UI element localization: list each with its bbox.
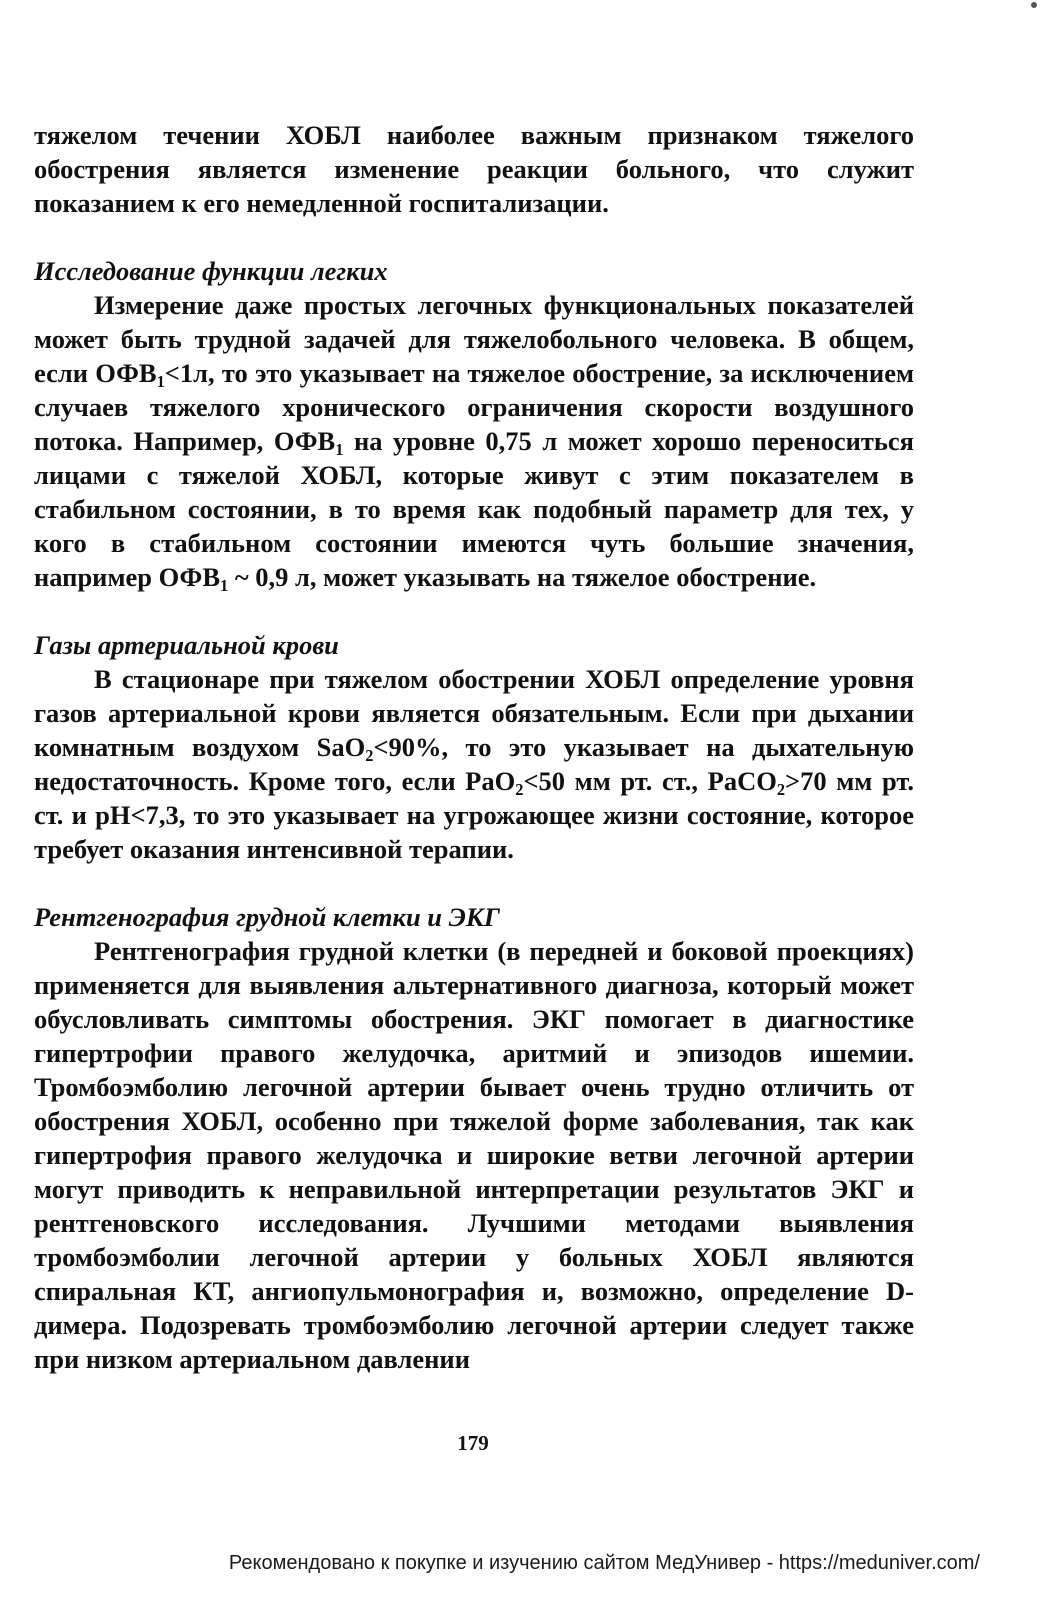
footer-watermark: Рекомендовано к покупке и изучению сайтом МедУнивер - https://meduniver.com/ bbox=[228, 1552, 980, 1574]
text-run: <1л, то это указывает на тяжелое обострение, за исключением случаев тяжелого хронического ограничения скорости воздушного потока. Например, ОФВ bbox=[34, 358, 915, 456]
heading-lung-function: Исследование функции легких bbox=[34, 256, 388, 286]
intro-paragraph: тяжелом течении ХОБЛ наиболее важным признаком тяжелого обострения является изменение реакции больного, что служит показанием к его немедленной госпитализации. bbox=[34, 120, 914, 218]
scan-artifact bbox=[1031, 2, 1037, 8]
text-run: >70 мм рт. ст. и pH<7,3, то это указывает на угрожающее жизни состояние, которое требует оказания интенсивной терапии. bbox=[34, 766, 914, 864]
subscript: 1 bbox=[335, 440, 344, 460]
page-number: 179 bbox=[457, 1431, 489, 1455]
text-run: В стационаре при тяжелом обострении ХОБЛ определение уровня газов артериальной крови является обязательным. Если при дыхании комнатным воздухом SaO bbox=[34, 664, 914, 762]
text-run: <50 мм рт. ст., PaCO bbox=[523, 766, 777, 796]
paragraph-xray-ecg: Рентгенография грудной клетки (в передней и боковой проекциях) применяется для выявления альтернативного диагноза, который может обусловливать симптомы обострения. ЭКГ помогает в диагностике гипертрофии правого желудочка, аритмий и эпизодов ишемии. Тромбоэмболию легочной артерии бывает очень трудно отличить от обострения ХОБЛ, особенно при тяжелой форме заболевания, так как гипертрофия правого желудочка и широкие ветви легочной артерии могут приводить к неправильной интерпретации результатов ЭКГ и рентгеновского исследования. Лучшими методами выявления тромбоэмболии легочной артерии у больных ХОБЛ являются спиральная КТ, ангиопульмонография и, возможно, определение D-димера. Подозревать тромбоэмболию легочной артерии следует также при низком артериальном давлении bbox=[34, 936, 914, 1374]
page-body bbox=[34, 118, 914, 1376]
subscript: 1 bbox=[156, 372, 165, 392]
text-run: Измерение даже простых легочных функциональных показателей может быть трудной задачей для тяжелобольного человека. В общем, если ОФВ bbox=[34, 290, 914, 388]
text-run: ~ 0,9 л, может указывать на тяжелое обострение. bbox=[228, 562, 817, 592]
subscript: 1 bbox=[220, 576, 229, 596]
heading-blood-gases: Газы артериальной крови bbox=[34, 630, 339, 660]
text-run: на уровне 0,75 л может хорошо переноситься лицами с тяжелой ХОБЛ, которые живут с этим показателем в стабильном состоянии, в то время как подобный параметр для тех, у кого в стабильном состоянии имеются чуть большие значения, например ОФВ bbox=[34, 426, 914, 592]
text-run: <90%, то это указывает на дыхательную недостаточность. Кроме того, если PaO bbox=[34, 732, 914, 796]
subscript: 2 bbox=[515, 780, 524, 800]
paragraph-blood-gases bbox=[34, 662, 914, 866]
subscript: 2 bbox=[365, 746, 374, 766]
subscript: 2 bbox=[776, 780, 786, 800]
heading-xray-ecg: Рентгенография грудной клетки и ЭКГ bbox=[34, 902, 500, 932]
paragraph-lung-function bbox=[34, 288, 914, 594]
